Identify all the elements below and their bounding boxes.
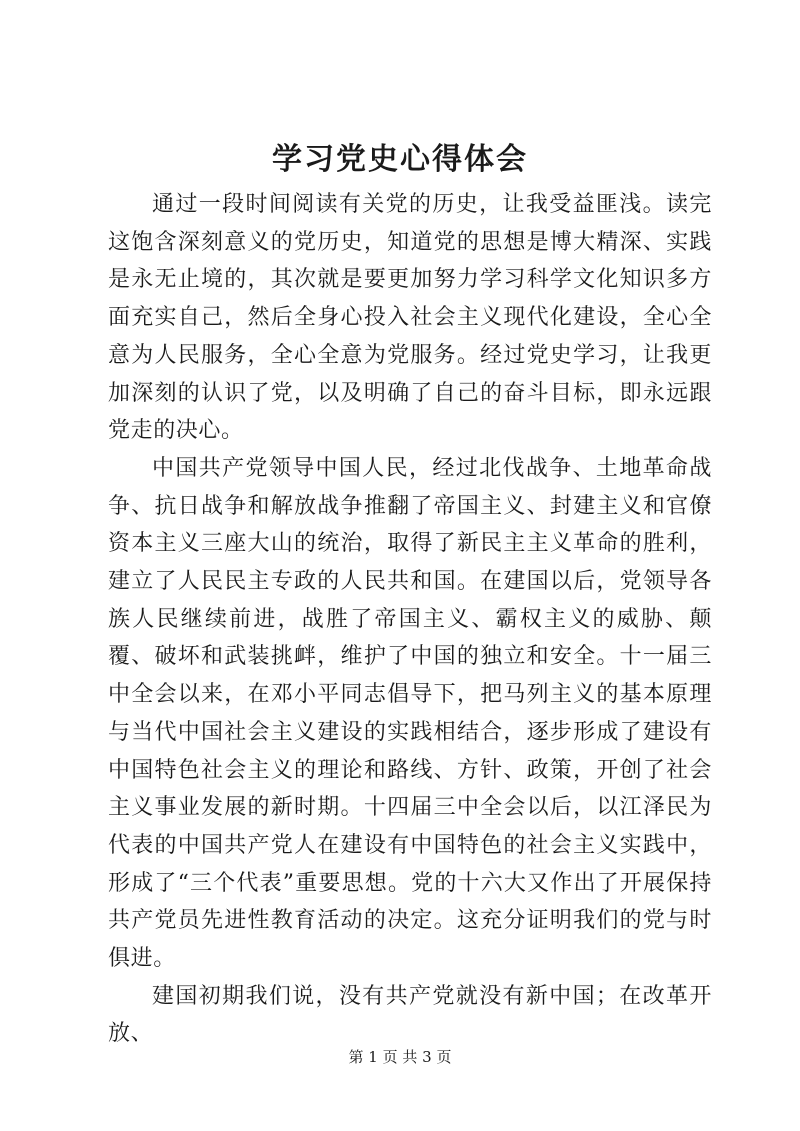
paragraph: 建国初期我们说，没有共产党就没有新中国；在改革开放、 <box>108 983 712 1047</box>
paragraph: 通过一段时间阅读有关党的历史，让我受益匪浅。读完这饱含深刻意义的党历史，知道党的思想是博大精深、实践是永无止境的，其次就是要更加努力学习科学文化知识多方面充实自己，然后全身心投入社会主义现代化建设，全心全意为人民服务，全心全意为党服务。经过党史学习，让我更加深刻的认识了党，以及明确了自己的奋斗目标，即永远跟党走的决心。 <box>108 192 712 444</box>
page-footer: 第 1 页 共 3 页 <box>348 1048 452 1066</box>
document-body <box>108 186 712 1053</box>
paragraph: 中国共产党领导中国人民，经过北伐战争、土地革命战争、抗日战争和解放战争推翻了帝国主义、封建主义和官僚资本主义三座大山的统治，取得了新民主主义革命的胜利，建立了人民民主专政的人民共和国。在建国以后，党领导各族人民继续前进，战胜了帝国主义、霸权主义的威胁、颠覆、破坏和武装挑衅，维护了中国的独立和安全。十一届三中全会以来，在邓小平同志倡导下，把马列主义的基本原理与当代中国社会主义建设的实践相结合，逐步形成了建设有中国特色社会主义的理论和路线、方针、政策，开创了社会主义事业发展的新时期。十四届三中全会以后，以江泽民为代表的中国共产党人在建设有中国特色的社会主义实践中，形成了“三个代表”重要思想。党的十六大又作出了开展保持共产党员先进性教育活动的决定。这充分证明我们的党与时俱进。 <box>108 455 712 972</box>
document-title: 学习党史心得体会 <box>272 142 528 177</box>
